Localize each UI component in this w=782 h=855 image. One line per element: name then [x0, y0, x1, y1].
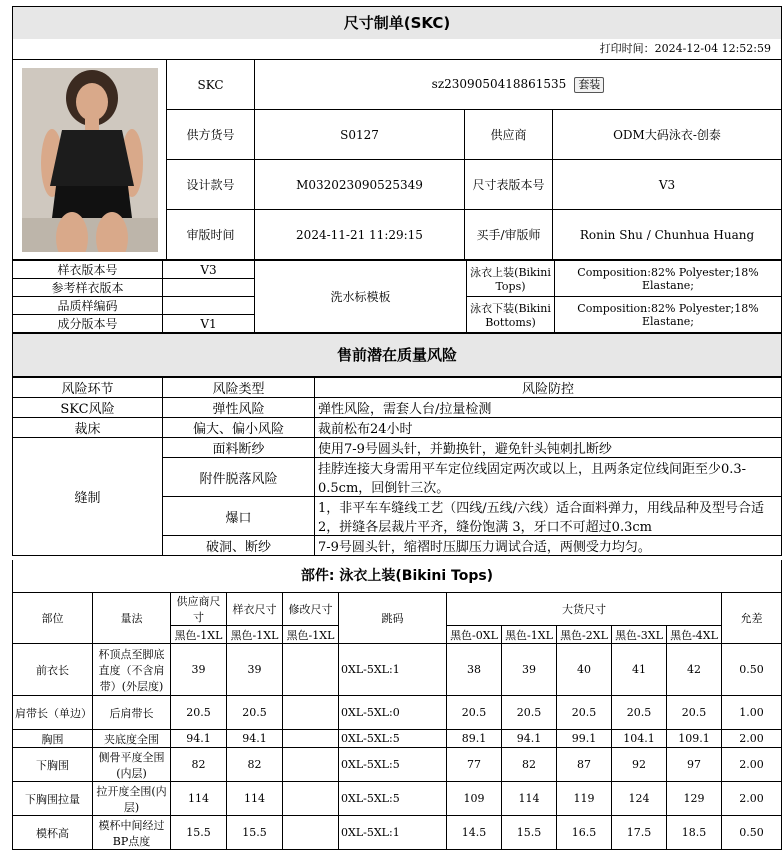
skc-value: sz2309050418861535 [431, 76, 567, 91]
col-size-4xl: 黑色-4XL [667, 626, 722, 644]
page-title: 尺寸制单(SKC) [12, 6, 782, 39]
sample-version-label: 样衣版本号 [13, 261, 163, 279]
size-sheet [12, 6, 782, 850]
col-size-1xl: 黑色-1XL [502, 626, 557, 644]
cell-part: 模杯高 [13, 816, 93, 850]
cell-bulk: 92 [612, 748, 667, 782]
product-photo-cell [13, 60, 167, 260]
col-sample-size: 样衣尺寸 [227, 593, 283, 626]
skc-value-cell [255, 60, 782, 110]
cell-bulk: 119 [557, 782, 612, 816]
cell-bulk: 18.5 [667, 816, 722, 850]
buyer: Ronin Shu / Chunhua Huang [553, 210, 782, 260]
composition-version: V1 [163, 315, 255, 333]
col-supplier-size: 供应商尺寸 [171, 593, 227, 626]
cell-grading: 0XL-5XL:1 [339, 644, 447, 696]
composition-version-label: 成分版本号 [13, 315, 163, 333]
version-table [12, 260, 782, 333]
cell-part: 前衣长 [13, 644, 93, 696]
cell-supplier: 94.1 [171, 730, 227, 748]
cell-part: 下胸围 [13, 748, 93, 782]
cell-method: 拉开度全围(内层) [93, 782, 171, 816]
cell-modified [283, 782, 339, 816]
cell-method: 后肩带长 [93, 696, 171, 730]
cell-bulk: 20.5 [667, 696, 722, 730]
cell-method: 模杯中间经过BP点度 [93, 816, 171, 850]
sample-version: V3 [163, 261, 255, 279]
cell-grading: 0XL-5XL:5 [339, 730, 447, 748]
design-no: M032023090525349 [255, 160, 465, 210]
design-no-label: 设计款号 [167, 160, 255, 210]
cell-modified [283, 696, 339, 730]
col-size-3xl: 黑色-3XL [612, 626, 667, 644]
parts-title: 部件: 泳衣上装(Bikini Tops) [12, 560, 782, 592]
print-time: 打印时间：2024-12-04 12:52:59 [12, 39, 782, 59]
cell-supplier: 82 [171, 748, 227, 782]
table-row [13, 730, 782, 748]
cell-bulk: 16.5 [557, 816, 612, 850]
cell-bulk: 87 [557, 748, 612, 782]
cell-grading: 0XL-5XL:1 [339, 816, 447, 850]
cell-sample: 39 [227, 644, 283, 696]
cell-bulk: 104.1 [612, 730, 667, 748]
cell-tolerance: 2.00 [722, 748, 782, 782]
top-composition: Composition:82% Polyester;18% Elastane; [555, 261, 782, 297]
cell-bulk: 99.1 [557, 730, 612, 748]
risk-stage: 裁床 [13, 418, 163, 438]
size-table [12, 592, 782, 850]
cell-grading: 0XL-5XL:5 [339, 782, 447, 816]
risk-control: 挂脖连接大身需用平车定位线固定两次或以上，且两条定位线间距至少0.3-0.5cm，回倒针三次。 [315, 458, 782, 497]
risk-type: 破洞、断纱 [163, 536, 315, 556]
col-size-2xl: 黑色-2XL [557, 626, 612, 644]
risk-table [12, 377, 782, 556]
cell-bulk: 97 [667, 748, 722, 782]
table-row [13, 644, 782, 696]
review-time: 2024-11-21 11:29:15 [255, 210, 465, 260]
risk-type: 偏大、偏小风险 [163, 418, 315, 438]
cell-tolerance: 0.50 [722, 644, 782, 696]
cell-sample: 82 [227, 748, 283, 782]
table-row [13, 696, 782, 730]
risk-header-stage: 风险环节 [13, 378, 163, 398]
info-table [12, 59, 782, 260]
cell-bulk: 77 [447, 748, 502, 782]
cell-bulk: 42 [667, 644, 722, 696]
col-size-0xl: 黑色-0XL [447, 626, 502, 644]
table-row [13, 782, 782, 816]
col-part: 部位 [13, 593, 93, 644]
cell-modified [283, 644, 339, 696]
cell-supplier: 15.5 [171, 816, 227, 850]
cell-bulk: 20.5 [612, 696, 667, 730]
col-modified-size: 修改尺寸 [283, 593, 339, 626]
cell-bulk: 40 [557, 644, 612, 696]
risk-control: 弹性风险，需套人台/拉量检测 [315, 398, 782, 418]
cell-bulk: 20.5 [447, 696, 502, 730]
cell-tolerance: 2.00 [722, 782, 782, 816]
buyer-label: 买手/审版师 [465, 210, 553, 260]
cell-sample: 114 [227, 782, 283, 816]
cell-bulk: 15.5 [502, 816, 557, 850]
size-version: V3 [553, 160, 782, 210]
cell-bulk: 20.5 [502, 696, 557, 730]
size-rows [13, 644, 782, 850]
risk-control: 裁前松布24小时 [315, 418, 782, 438]
cell-sample: 15.5 [227, 816, 283, 850]
cell-part: 胸围 [13, 730, 93, 748]
risk-title: 售前潜在质量风险 [12, 333, 782, 377]
cell-bulk: 94.1 [502, 730, 557, 748]
cell-method: 杯顶点至脚底直度（不含肩带）(外层度) [93, 644, 171, 696]
cell-supplier: 114 [171, 782, 227, 816]
col-grading: 跳码 [339, 593, 447, 644]
cell-part: 肩带长（单边） [13, 696, 93, 730]
cell-bulk: 14.5 [447, 816, 502, 850]
bottom-composition: Composition:82% Polyester;18% Elastane; [555, 297, 782, 333]
col-bulk-size: 大货尺寸 [447, 593, 722, 626]
wash-label: 洗水标模板 [255, 261, 467, 333]
cell-bulk: 89.1 [447, 730, 502, 748]
cell-modified [283, 816, 339, 850]
cell-grading: 0XL-5XL:0 [339, 696, 447, 730]
cell-grading: 0XL-5XL:5 [339, 748, 447, 782]
cell-part: 下胸围拉量 [13, 782, 93, 816]
cell-modified [283, 748, 339, 782]
cell-bulk: 129 [667, 782, 722, 816]
risk-header-control: 风险防控 [315, 378, 782, 398]
supplier: ODM大码泳衣-创泰 [553, 110, 782, 160]
cell-supplier: 20.5 [171, 696, 227, 730]
top-label: 泳衣上装(Bikini Tops) [467, 261, 555, 297]
risk-type: 爆口 [163, 497, 315, 536]
risk-control: 使用7-9号圆头针，并勤换针，避免针头钝刺扎断纱 [315, 438, 782, 458]
cell-modified [283, 730, 339, 748]
product-photo [22, 68, 158, 252]
cell-tolerance: 0.50 [722, 816, 782, 850]
risk-stage: 缝制 [13, 438, 163, 556]
cell-bulk: 17.5 [612, 816, 667, 850]
bottom-label: 泳衣下装(Bikini Bottoms) [467, 297, 555, 333]
col-supplier-size-color: 黑色-1XL [171, 626, 227, 644]
quality-code [163, 297, 255, 315]
supplier-no-label: 供方货号 [167, 110, 255, 160]
ref-sample [163, 279, 255, 297]
cell-bulk: 41 [612, 644, 667, 696]
review-time-label: 审版时间 [167, 210, 255, 260]
cell-tolerance: 1.00 [722, 696, 782, 730]
cell-bulk: 124 [612, 782, 667, 816]
cell-bulk: 82 [502, 748, 557, 782]
table-row [13, 748, 782, 782]
supplier-label: 供应商 [465, 110, 553, 160]
supplier-no: S0127 [255, 110, 465, 160]
cell-bulk: 114 [502, 782, 557, 816]
risk-control: 1，非平车车缝线工艺（四线/五线/六线）适合面料弹力，用线品种及型号合适 2，拼缝各层裁片平齐，缝份饱满 3，牙口不可超过0.3cm [315, 497, 782, 536]
cell-bulk: 20.5 [557, 696, 612, 730]
cell-tolerance: 2.00 [722, 730, 782, 748]
risk-type: 附件脱落风险 [163, 458, 315, 497]
table-row [13, 816, 782, 850]
skc-label: SKC [167, 60, 255, 110]
cell-sample: 94.1 [227, 730, 283, 748]
risk-header-type: 风险类型 [163, 378, 315, 398]
risk-type: 弹性风险 [163, 398, 315, 418]
risk-control: 7-9号圆头针，缩褶时压脚压力调试合适，两侧受力均匀。 [315, 536, 782, 556]
ref-sample-label: 参考样衣版本 [13, 279, 163, 297]
risk-type: 面料断纱 [163, 438, 315, 458]
cell-bulk: 38 [447, 644, 502, 696]
set-button[interactable]: 套装 [574, 77, 604, 93]
quality-code-label: 品质样编码 [13, 297, 163, 315]
cell-bulk: 109 [447, 782, 502, 816]
risk-stage: SKC风险 [13, 398, 163, 418]
col-sample-size-color: 黑色-1XL [227, 626, 283, 644]
cell-supplier: 39 [171, 644, 227, 696]
col-method: 量法 [93, 593, 171, 644]
cell-bulk: 109.1 [667, 730, 722, 748]
col-modified-size-color: 黑色-1XL [283, 626, 339, 644]
cell-sample: 20.5 [227, 696, 283, 730]
cell-bulk: 39 [502, 644, 557, 696]
cell-method: 侧骨平度全围(内层) [93, 748, 171, 782]
cell-method: 夹底度全围 [93, 730, 171, 748]
size-version-label: 尺寸表版本号 [465, 160, 553, 210]
col-tolerance: 允差 [722, 593, 782, 644]
